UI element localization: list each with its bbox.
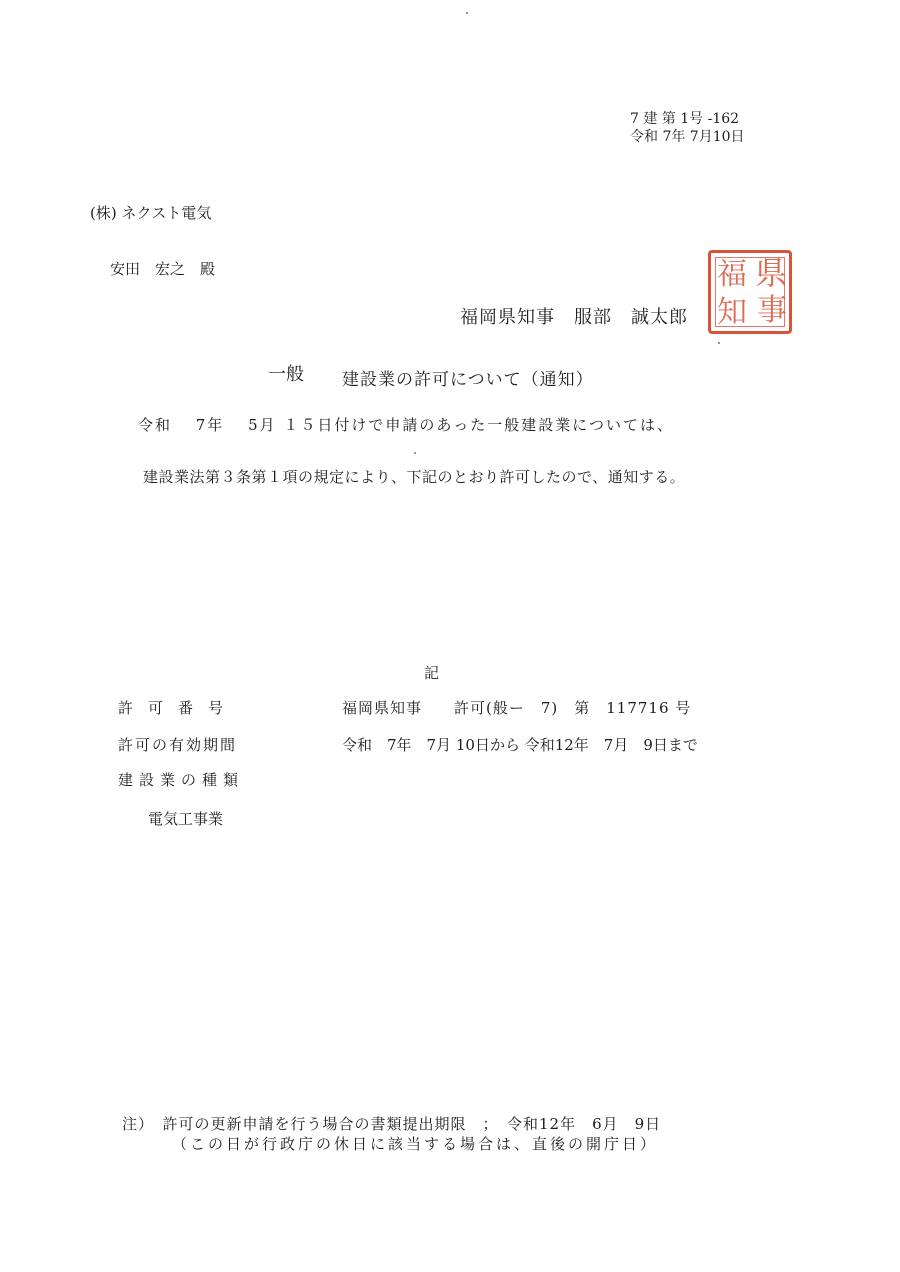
validity-period-label: 許可の有効期間: [118, 736, 238, 754]
recipient-company: (株) ネクスト電気: [90, 204, 212, 222]
record-heading: 記: [424, 664, 440, 682]
recipient-name: 安田 宏之 殿: [110, 260, 216, 278]
note-line-2: （この日が行政庁の休日に該当する場合は、直後の開庁日）: [172, 1135, 659, 1153]
document-number: 7 建 第 1号 -162: [630, 111, 740, 127]
note-line-1: 注） 許可の更新申請を行う場合の書類提出期限 ； 令和12年 6月 9日: [122, 1115, 662, 1133]
body-line-2: 建設業法第３条第１項の規定により、下記のとおり許可したので、通知する。: [143, 468, 686, 486]
permit-number-label: 許可番号: [118, 699, 239, 717]
scan-speck: [414, 452, 416, 454]
scan-speck: [466, 12, 468, 14]
work-type-value: 電気工事業: [148, 810, 224, 828]
seal-char: 事: [757, 293, 787, 328]
permit-number-value: 福岡県知事 許可(般ー 7) 第 117716 号: [342, 699, 692, 717]
seal-char: 知: [717, 295, 747, 330]
official-seal-stamp: [708, 250, 792, 334]
seal-char: 福: [717, 257, 747, 292]
validity-period-value: 令和 7年 7月 10日から 令和12年 7月 9日まで: [342, 736, 698, 754]
business-type-label: 建設業の種類: [118, 771, 245, 789]
issuer-name: 福岡県知事 服部 誠太郎: [460, 307, 688, 328]
body-line-1: 令和 7年 5月 １５日付けで申請のあった一般建設業については、: [138, 416, 674, 434]
scan-speck: [718, 342, 720, 344]
document-date: 令和 7年 7月10日: [630, 129, 745, 145]
title-prefix: 一般: [268, 364, 304, 385]
document-title: 建設業の許可について（通知）: [342, 370, 594, 390]
seal-char: 県: [755, 254, 788, 292]
